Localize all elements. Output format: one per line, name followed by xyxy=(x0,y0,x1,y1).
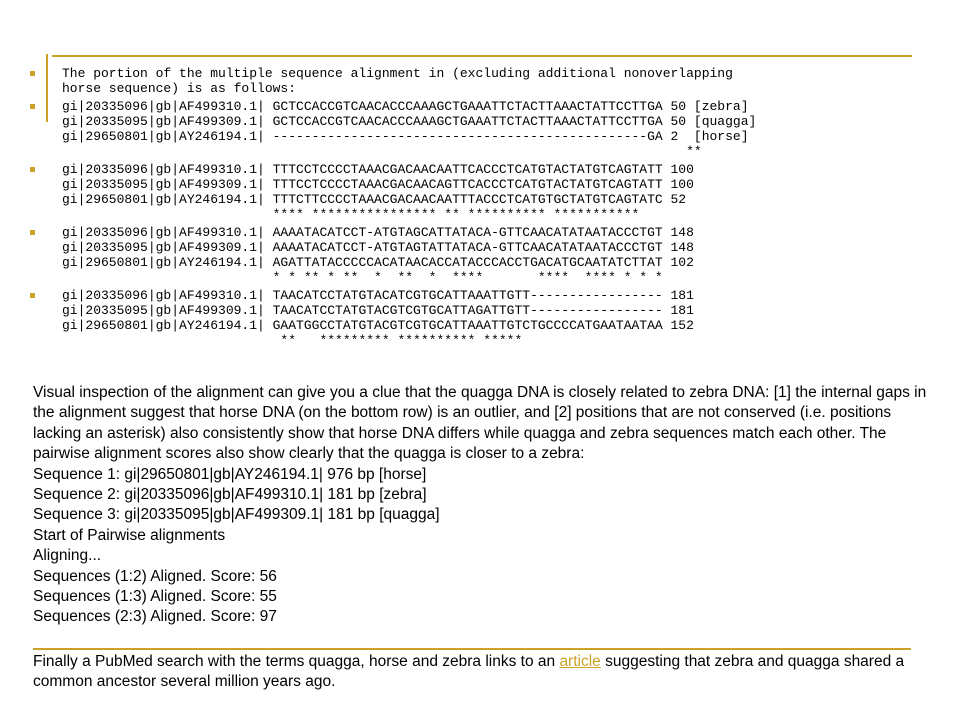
bullet-icon xyxy=(30,293,35,298)
bullet-icon xyxy=(30,167,35,172)
sequence-line: gi|29650801|gb|AY246194.1| GAATGGCCTATGTACGTCGTGCATTAAATTGTCTGCCCCATGAATAATAA 152 xyxy=(62,318,694,333)
alignment-block xyxy=(30,288,930,348)
sequence-line: gi|20335096|gb|AF499310.1| GCTCCACCGTCAACACCCAAAGCTGAAATTCTACTTAAACTATTCCTTGA 50 [zebra] xyxy=(62,99,749,114)
sequence-line: gi|20335095|gb|AF499309.1| GCTCCACCGTCAACACCCAAAGCTGAAATTCTACTTAAACTATTCCTTGA 50 [quagga] xyxy=(62,114,757,129)
score-line: Sequences (1:2) Aligned. Score: 56 xyxy=(33,567,277,585)
alignment-block xyxy=(30,99,930,159)
alignment-block xyxy=(30,162,930,222)
sequence-line: gi|20335095|gb|AF499309.1| TTTCCTCCCCTAAACGACAACAGTTCACCCTCATGTACTATGTCAGTATT 100 xyxy=(62,177,694,192)
sequence-line: gi|29650801|gb|AY246194.1| AGATTATACCCCCACATAACACCATACCCACCTGACATGCAATATCTTAT 102 xyxy=(62,255,694,270)
footer-paragraph xyxy=(33,652,928,693)
sequence-line: gi|29650801|gb|AY246194.1| ------------------------------------------------GA 2 [horse] xyxy=(62,129,749,144)
footer-text-start: Finally a PubMed search with the terms quagga, horse and zebra links to an xyxy=(33,653,560,670)
conservation-line: ** xyxy=(62,144,702,159)
article-link[interactable]: article xyxy=(559,653,601,670)
explanation-text xyxy=(33,383,928,628)
alignment-block xyxy=(30,225,930,285)
bullet-icon xyxy=(30,104,35,109)
conservation-line: * * ** * ** * ** * **** **** **** * * * xyxy=(62,270,663,285)
score-line: Sequence 2: gi|20335096|gb|AF499310.1| 181 bp [zebra] xyxy=(33,486,427,504)
sequence-line: gi|20335096|gb|AF499310.1| TAACATCCTATGTACATCGTGCATTAAATTGTT----------------- 181 xyxy=(62,288,694,303)
sequence-line: gi|20335096|gb|AF499310.1| AAAATACATCCT-ATGTAGCATTATACA-GTTCAACATATAATACCCTGT 148 xyxy=(62,225,694,240)
bullet-icon xyxy=(30,230,35,235)
score-line: Start of Pairwise alignments xyxy=(33,526,226,544)
sequence-line: gi|29650801|gb|AY246194.1| TTTCTTCCCCTAAACGACAACAATTTACCCTCATGTGCTATGTCAGTATC 52 xyxy=(62,192,687,207)
sequence-line: gi|20335095|gb|AF499309.1| TAACATCCTATGTACGTCGTGCATTAGATTGTT----------------- 181 xyxy=(62,303,694,318)
score-line: Sequences (2:3) Aligned. Score: 97 xyxy=(33,608,277,626)
intro-text: The portion of the multiple sequence alignment in (excluding additional nonoverlapping horse sequence) is as follows: xyxy=(62,66,733,96)
score-line: Aligning... xyxy=(33,547,102,565)
top-rule xyxy=(52,55,912,57)
footer-text-end: suggesting that zebra and quagga shared a common ancestor several million years ago. xyxy=(33,653,905,691)
score-line: Sequence 3: gi|20335095|gb|AF499309.1| 181 bp [quagga] xyxy=(33,506,440,524)
score-line: Sequences (1:3) Aligned. Score: 55 xyxy=(33,588,277,606)
alignment-list xyxy=(30,66,930,351)
conservation-line: ** ********* ********** ***** xyxy=(62,333,523,348)
explanation-paragraph: Visual inspection of the alignment can give you a clue that the quagga DNA is closely related to zebra DNA: [1] the internal gaps in the alignment suggest that horse DNA (on the bottom row) is an outlier, and [2] positions that are not conserved (i.e. positions lacking an asterisk) also consistently show that horse DNA differs while quagga and zebra sequences match each other. The pairwise alignment scores also show clearly that the quagga is closer to a zebra: xyxy=(33,384,927,463)
sequence-line: gi|20335096|gb|AF499310.1| TTTCCTCCCCTAAACGACAACAATTCACCCTCATGTACTATGTCAGTATT 100 xyxy=(62,162,694,177)
sequence-line: gi|20335095|gb|AF499309.1| AAAATACATCCT-ATGTAGTATTATACA-GTTCAACATATAATACCCTGT 148 xyxy=(62,240,694,255)
section-divider xyxy=(33,648,911,650)
conservation-line: **** **************** ** ********** *********** xyxy=(62,207,640,222)
bullet-icon xyxy=(30,71,35,76)
score-line: Sequence 1: gi|29650801|gb|AY246194.1| 976 bp [horse] xyxy=(33,465,427,483)
intro-item xyxy=(30,66,930,96)
